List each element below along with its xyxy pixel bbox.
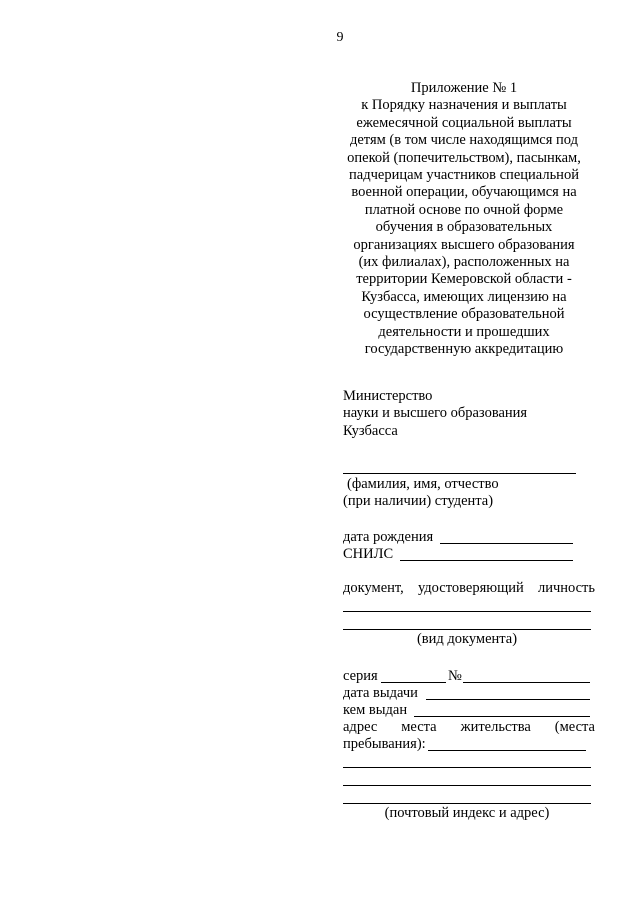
appendix-line: осуществление образовательной (363, 306, 565, 323)
address-field-3[interactable] (343, 785, 591, 786)
fio-caption-line-1: (фамилия, имя, отчество (347, 476, 499, 492)
birth-date-field[interactable] (440, 543, 573, 544)
appendix-line: деятельности и прошедших (378, 323, 550, 340)
appendix-line: платной основе по очной форме (364, 201, 564, 218)
address-word: адрес (343, 719, 378, 735)
series-field[interactable] (381, 682, 446, 683)
number-field[interactable] (463, 682, 590, 683)
appendix-line: военной операции, обучающимся на (351, 184, 577, 201)
address-field-1[interactable] (428, 750, 586, 751)
identity-doc-label (343, 580, 595, 597)
address-word: места (401, 719, 437, 735)
appendix-line: Кузбасса, имеющих лицензию на (361, 288, 567, 305)
appendix-header (330, 80, 598, 359)
appendix-line: организациях высшего образования (353, 236, 575, 253)
address-label (343, 719, 595, 736)
issue-date-field[interactable] (426, 699, 590, 700)
stay-label: пребывания): (343, 736, 426, 752)
doc-type-caption: (вид документа) (416, 631, 518, 647)
snils-label: СНИЛС (343, 546, 394, 562)
appendix-line: опекой (попечительством), пасынкам, (347, 149, 581, 166)
appendix-line: обучения в образовательных (375, 219, 553, 236)
identity-doc-word: личность (537, 580, 595, 596)
appendix-line: детям (в том числе находящимся под (349, 132, 578, 149)
addressee-line: науки и высшего образования (343, 405, 528, 422)
appendix-line: (их филиалах), расположенных на (358, 254, 570, 271)
fio-underline[interactable] (343, 473, 576, 474)
issued-by-field[interactable] (414, 716, 590, 717)
addressee-block (343, 388, 591, 440)
appendix-line: к Порядку назначения и выплаты (361, 97, 567, 114)
identity-doc-word: удостоверяющий (417, 580, 524, 596)
appendix-line: территории Кемеровской области - (356, 271, 572, 288)
address-field-4[interactable] (343, 803, 591, 804)
postal-caption: (почтовый индекс и адрес) (384, 805, 550, 821)
issued-by-label: кем выдан (343, 702, 408, 718)
birth-date-label: дата рождения (343, 529, 434, 545)
fio-caption (343, 476, 591, 511)
identity-doc-word: документ, (343, 580, 404, 596)
address-word: (места (554, 719, 595, 735)
series-label: серия (343, 668, 378, 684)
snils-field[interactable] (400, 560, 573, 561)
address-word: жительства (460, 719, 531, 735)
appendix-line: Приложение № 1 (410, 80, 518, 96)
addressee-line: Министерство (343, 388, 433, 404)
issue-date-label: дата выдачи (343, 685, 418, 701)
number-label: № (448, 668, 462, 684)
address-field-2[interactable] (343, 767, 591, 768)
appendix-line: падчерицам участников специальной (349, 167, 579, 184)
identity-doc-field-1[interactable] (343, 611, 591, 612)
fio-caption-line-2: (при наличии) студента) (343, 493, 494, 510)
appendix-line: государственную аккредитацию (364, 341, 564, 358)
page-number: 9 (336, 30, 344, 45)
identity-doc-field-2[interactable] (343, 629, 591, 630)
appendix-line: ежемесячной социальной выплаты (356, 114, 572, 131)
addressee-line: Кузбасса (343, 422, 398, 439)
